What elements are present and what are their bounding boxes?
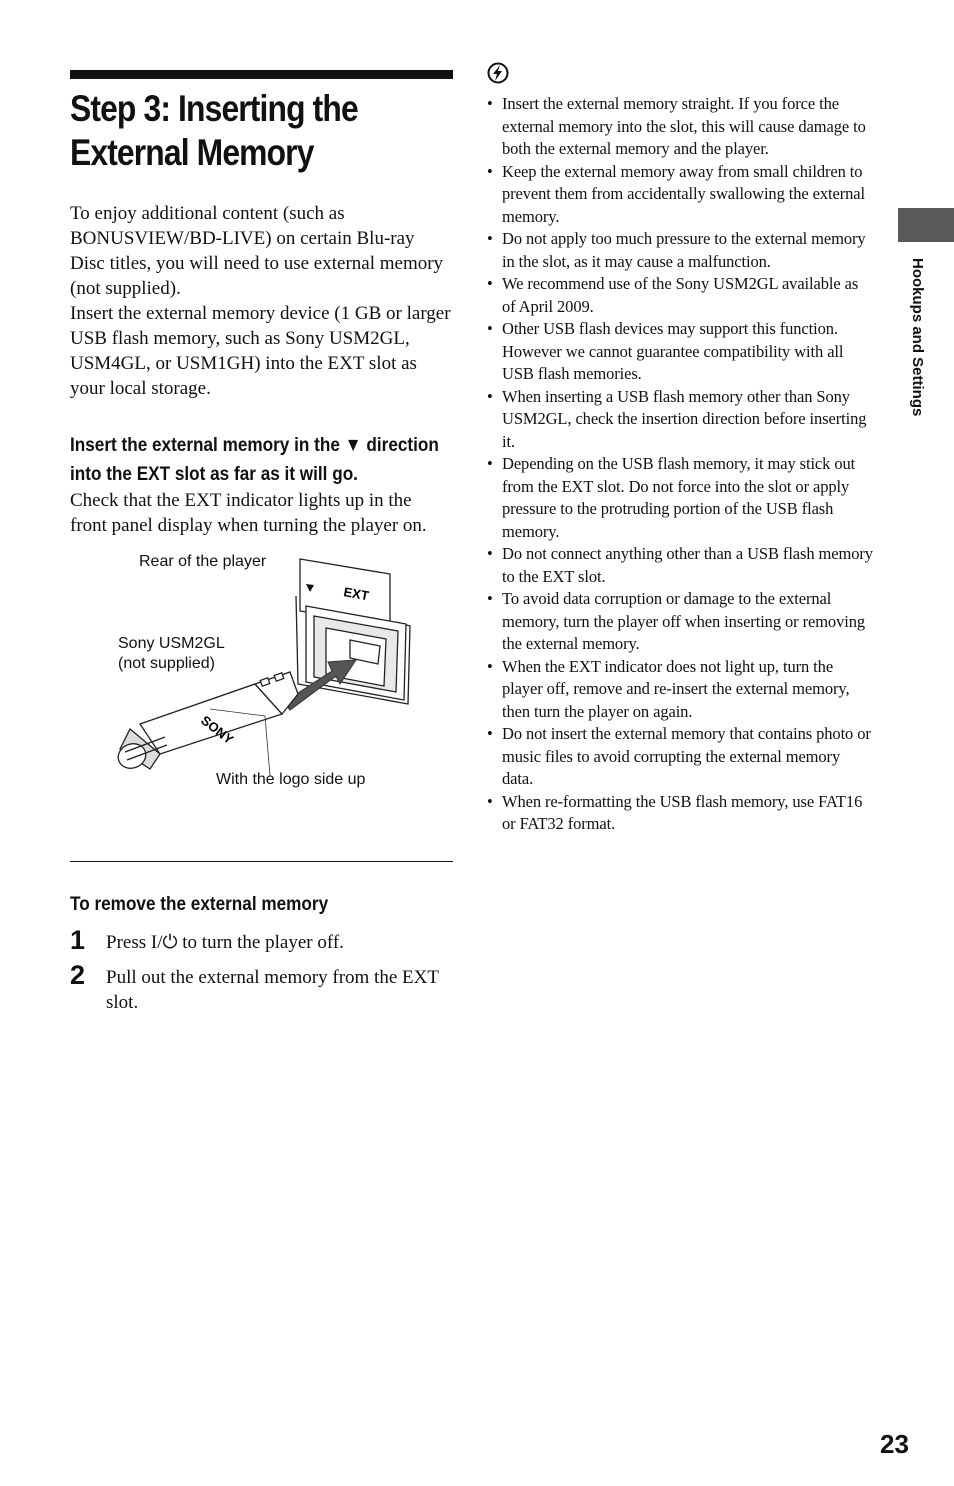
usb-logo: SONY [198,712,237,748]
note-item: • Insert the external memory straight. If you force the external memory into the slot, this will cause damage to both the external memory and the player. [487,93,875,161]
remove-step-1 [70,925,453,955]
step-2-text: Pull out the external memory from the EXT slot. [106,967,439,1013]
note-item: • When inserting a USB flash memory other than Sony USM2GL, check the insertion direction before inserting it. [487,386,875,454]
caption-device-note: (not supplied) [118,655,215,672]
instruction-body: Check that the EXT indicator lights up in the front panel display when turning the player on. [70,490,427,536]
note-item: • Do not apply too much pressure to the external memory in the slot, as it may cause a malfunction. [487,228,875,273]
left-column [70,70,453,804]
note-item: • Do not insert the external memory that contains photo or music files to avoid corrupting the external memory data. [487,723,875,791]
slot-label: EXT [342,584,370,604]
page-title [70,87,457,175]
usb-insertion-drawing [70,554,453,804]
section-tab-marker [898,208,954,242]
note-item: • Keep the external memory away from small children to prevent them from accidentally swallowing the external memory. [487,161,875,229]
note-item: • Other USB flash devices may support this function. However we cannot guarantee compatibility with all USB flash memories. [487,318,875,386]
step-1-text-after: to turn the player off. [177,932,344,953]
note-item: • When re-formatting the USB flash memory, use FAT16 or FAT32 format. [487,791,875,836]
remove-heading: To remove the external memory [70,893,329,915]
note-item: • We recommend use of the Sony USM2GL available as of April 2009. [487,273,875,318]
page-title-line2: External Memory [70,132,314,173]
caption-logo-side-up: With the logo side up [216,771,366,788]
note-item: • Depending on the USB flash memory, it may stick out from the EXT slot. Do not force into the slot or apply pressure to the protruding portion of the USB flash memory. [487,453,875,543]
page-title-line1: Step 3: Inserting the [70,88,358,129]
intro-paragraph-1: To enjoy additional content (such as BONUSVIEW/BD-LIVE) on certain Blu-ray Disc titles, you will need to use external memory (not supplied). [70,203,444,299]
notes-list [487,93,875,836]
title-rule [70,70,453,79]
step-1-text-before: Press [106,932,151,953]
step-number: 2 [70,960,86,990]
step-number: 1 [70,925,86,955]
intro-paragraph-2: Insert the external memory device (1 GB or larger USB flash memory, such as Sony USM2GL, USM4GL, or USM1GH) into the EXT slot as your local storage. [70,303,451,399]
note-item: • Do not connect anything other than a USB flash memory to the EXT slot. [487,543,875,588]
power-icon: I/⏻ [150,932,178,953]
insertion-illustration [70,554,453,804]
caption-device [118,634,225,674]
section-divider [70,861,453,862]
remove-section [70,890,453,1015]
notes-column [487,62,875,836]
remove-step-2 [70,960,453,1015]
note-item: • To avoid data corruption or damage to the external memory, turn the player off when inserting or removing the external memory. [487,588,875,656]
page-number: 23 [880,1429,909,1459]
caption-rear-of-player: Rear of the player [139,553,267,570]
note-item: • When the EXT indicator does not light up, turn the player off, remove and re-insert the external memory, then turn the player on again. [487,656,875,724]
instruction-heading: Insert the external memory in the ▼ direction into the EXT slot as far as it will go. [70,434,439,485]
caption-device-name: Sony USM2GL [118,635,225,652]
section-side-label: Hookups and Settings [909,258,926,417]
tip-lightning-icon [487,62,509,84]
